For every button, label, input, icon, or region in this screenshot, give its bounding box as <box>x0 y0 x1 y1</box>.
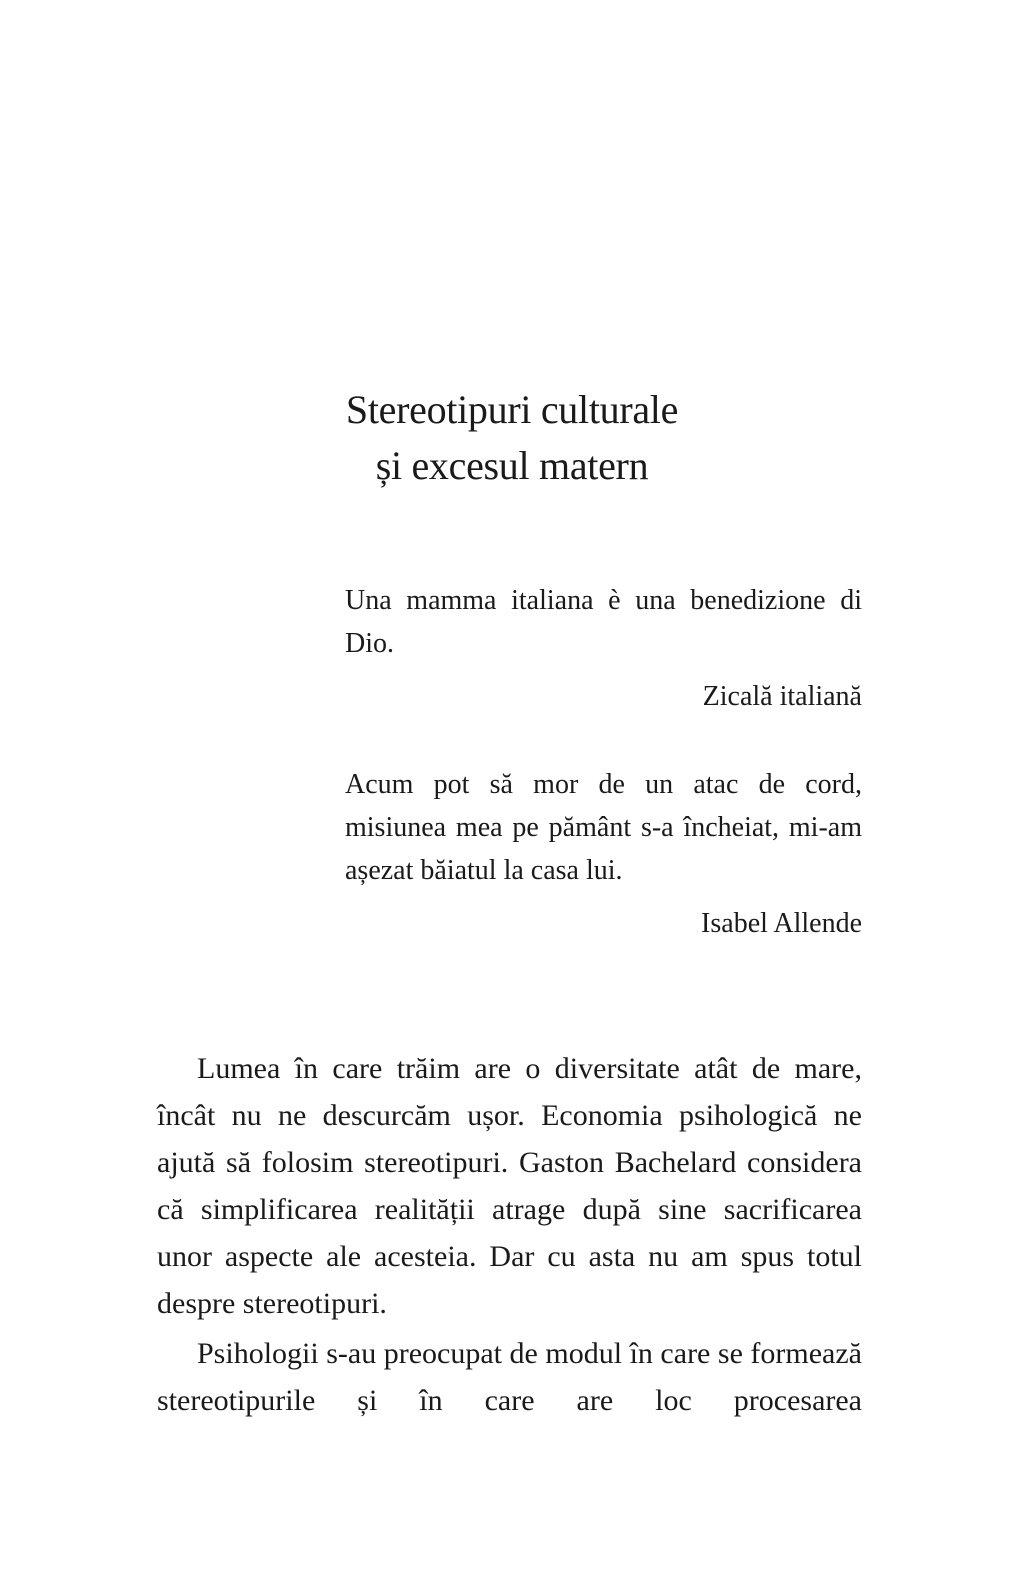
body-paragraph-1: Lumea în care trăim are o diversitate atât de mare, încât nu ne descurcăm ușor. Economia psihologică ne ajută să folosim stereotipuri. Gaston Bachelard considera că simplificarea realității atrage după sine sacrificarea unor aspecte ale acesteia. Dar cu asta nu am spus totul despre stereotipuri. <box>157 1052 862 1320</box>
chapter-title-line-1: Stereotipuri culturale <box>345 387 679 432</box>
chapter-title-line-2: și excesul matern <box>375 443 649 488</box>
epigraph-2-source: Isabel Allende <box>701 908 862 939</box>
epigraph-2-text: Acum pot să mor de un atac de cord, misiunea mea pe pământ s-a încheiat, mi-am așezat băiatul la casa lui. <box>345 769 862 886</box>
epigraph-1-source: Zicală italiană <box>702 681 862 712</box>
epigraph-1 <box>345 579 862 718</box>
body-paragraph-2: Psihologii s-au preocupat de modul în care se formează stereotipurile și în care are loc procesarea <box>157 1337 862 1417</box>
body-text <box>157 1045 862 1427</box>
chapter-title <box>0 382 1024 494</box>
epigraph-2 <box>345 763 862 945</box>
epigraph-1-text: Una mamma italiana è una benedizione di Dio. <box>345 585 862 659</box>
